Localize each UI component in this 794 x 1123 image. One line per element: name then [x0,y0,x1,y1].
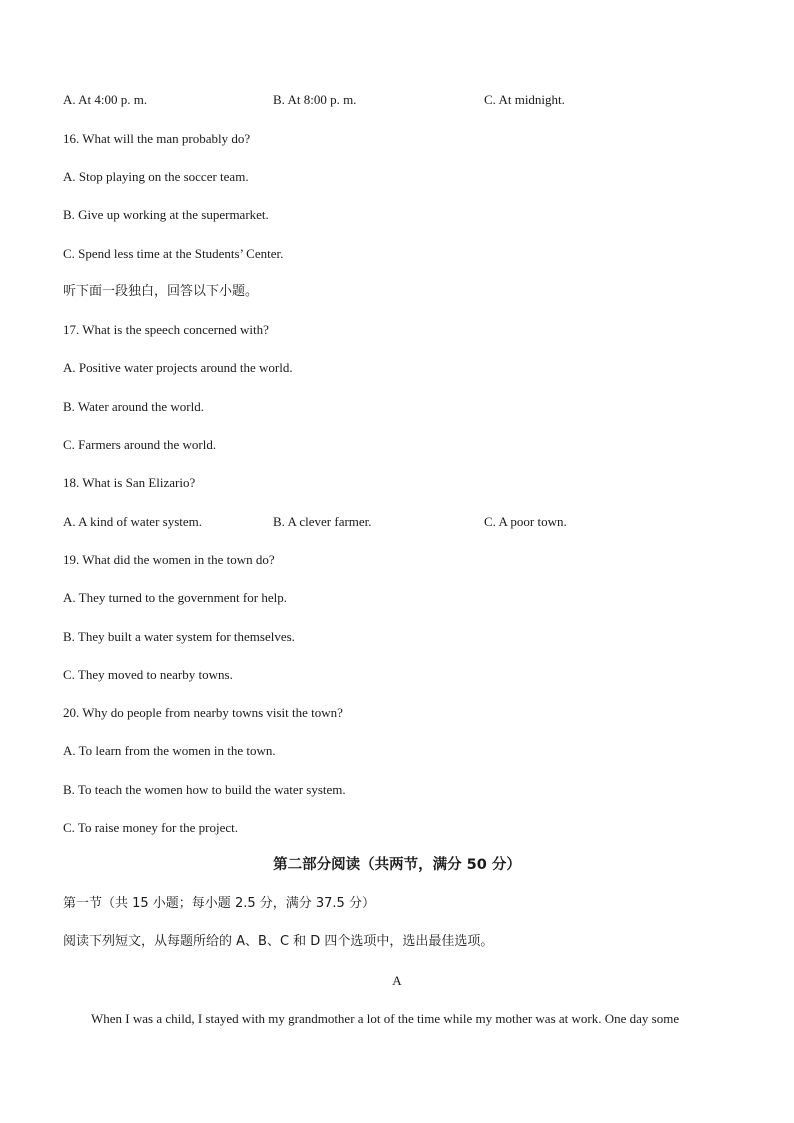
q15-option-a: A. At 4:00 p. m. [63,92,148,107]
q18-option-b: B. A clever farmer. [273,514,372,529]
q18-option-c: C. A poor town. [484,514,567,529]
q16-option-a: A. Stop playing on the soccer team. [63,169,249,184]
part2-heading: 第二部分阅读（共两节，满分 50 分） [273,857,521,873]
q19-option-c: C. They moved to nearby towns. [63,667,233,682]
monologue-instruction: 听下面一段独白，回答以下小题。 [63,284,259,299]
q20-option-c: C. To raise money for the project. [63,820,239,835]
q16-option-b: B. Give up working at the supermarket. [63,207,269,222]
passage-first-line: When I was a child, I stayed with my grandmother a lot of the time while my mother was at work. One day some [91,1011,680,1026]
section1-heading: 第一节（共 15 小题；每小题 2.5 分，满分 37.5 分） [63,896,375,911]
q16-option-c: C. Spend less time at the Students’ Center. [63,246,284,261]
reading-instruction: 阅读下列短文，从每题所给的 A、B、C 和 D 四个选项中，选出最佳选项。 [63,934,494,949]
q17-question: 17. What is the speech concerned with? [63,322,269,337]
q17-option-b: B. Water around the world. [63,399,204,414]
q19-question: 19. What did the women in the town do? [63,552,275,567]
q19-option-a: A. They turned to the government for help. [63,590,287,605]
q18-option-a: A. A kind of water system. [63,514,203,529]
q17-option-c: C. Farmers around the world. [63,437,217,452]
q15-option-c: C. At midnight. [484,92,565,107]
q20-question: 20. Why do people from nearby towns visit the town? [63,705,343,720]
q18-question: 18. What is San Elizario? [63,475,196,490]
passage-label: A [392,973,402,988]
q16-question: 16. What will the man probably do? [63,131,251,146]
q17-option-a: A. Positive water projects around the world. [63,360,293,375]
q15-option-b: B. At 8:00 p. m. [273,92,357,107]
q20-option-a: A. To learn from the women in the town. [63,743,276,758]
q20-option-b: B. To teach the women how to build the water system. [63,782,346,797]
q19-option-b: B. They built a water system for themselves. [63,629,295,644]
